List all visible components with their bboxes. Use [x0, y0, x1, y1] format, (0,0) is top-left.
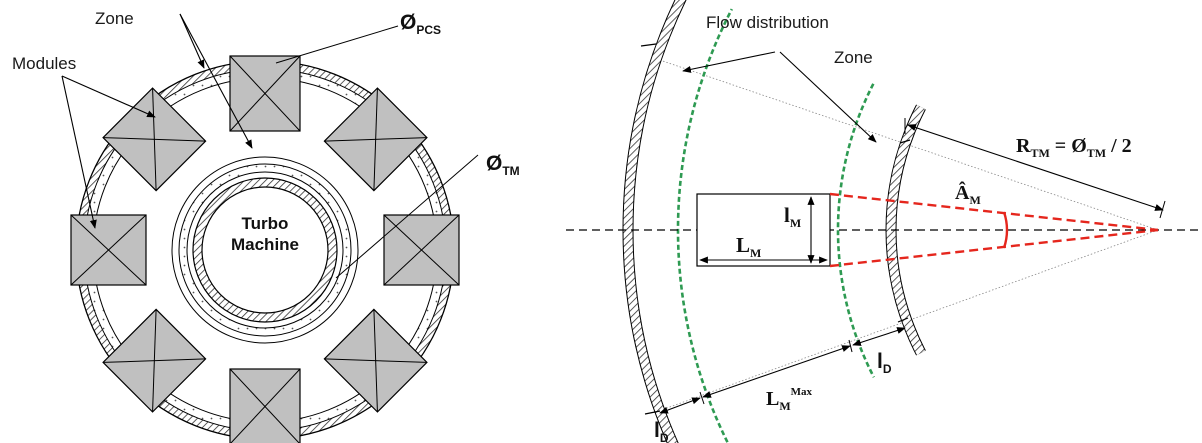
- module: [230, 56, 300, 131]
- modules-leader-1: [62, 76, 155, 117]
- module: [384, 215, 459, 285]
- turbo-label-line1: Turbo: [241, 214, 289, 233]
- Lm-label: $L_M$: [736, 233, 762, 260]
- module-rectangle: [697, 194, 830, 266]
- turbo-label-line2: Machine: [230, 235, 300, 254]
- zone-label: Zone: [95, 9, 134, 28]
- ld-label-left: $l_D$: [654, 419, 669, 443]
- module: [71, 215, 146, 285]
- modules-leader-2: [62, 76, 95, 228]
- flow-zone-label-line2: Zone: [834, 48, 873, 67]
- lmax-label: $L_M^{Max}$: [766, 386, 813, 413]
- rtm-label: $R_{TM}$ = $Ø_{TM} / 2$: [1016, 135, 1132, 160]
- angle-ray-top: [830, 194, 1158, 230]
- ld-label-right: $l_D$: [877, 350, 892, 376]
- cross-section: [12, 9, 520, 443]
- modules-label: Modules: [12, 54, 77, 73]
- phi-pcs-leader: [276, 26, 398, 63]
- flow-zone-label-line1: Flow distribution: [706, 13, 829, 32]
- phi-pcs-label: $Ø_{PCS}$: [400, 11, 442, 37]
- flow-leader-outer: [683, 52, 775, 71]
- angle-label: $Â_M$: [955, 182, 981, 207]
- module: [230, 369, 300, 443]
- angle-arc: [1004, 212, 1007, 248]
- angle-ray-bottom: [830, 230, 1158, 266]
- lm-label: $l_M$: [784, 203, 802, 230]
- phi-tm-label: $Ø_{TM}$: [486, 152, 520, 178]
- tm-wall-segment: [891, 0, 1202, 443]
- ld-dimension-right: [853, 328, 905, 345]
- sector-detail: [566, 0, 1202, 443]
- zone-leader-outer: [180, 14, 204, 68]
- ld-dimension-left: [660, 398, 700, 413]
